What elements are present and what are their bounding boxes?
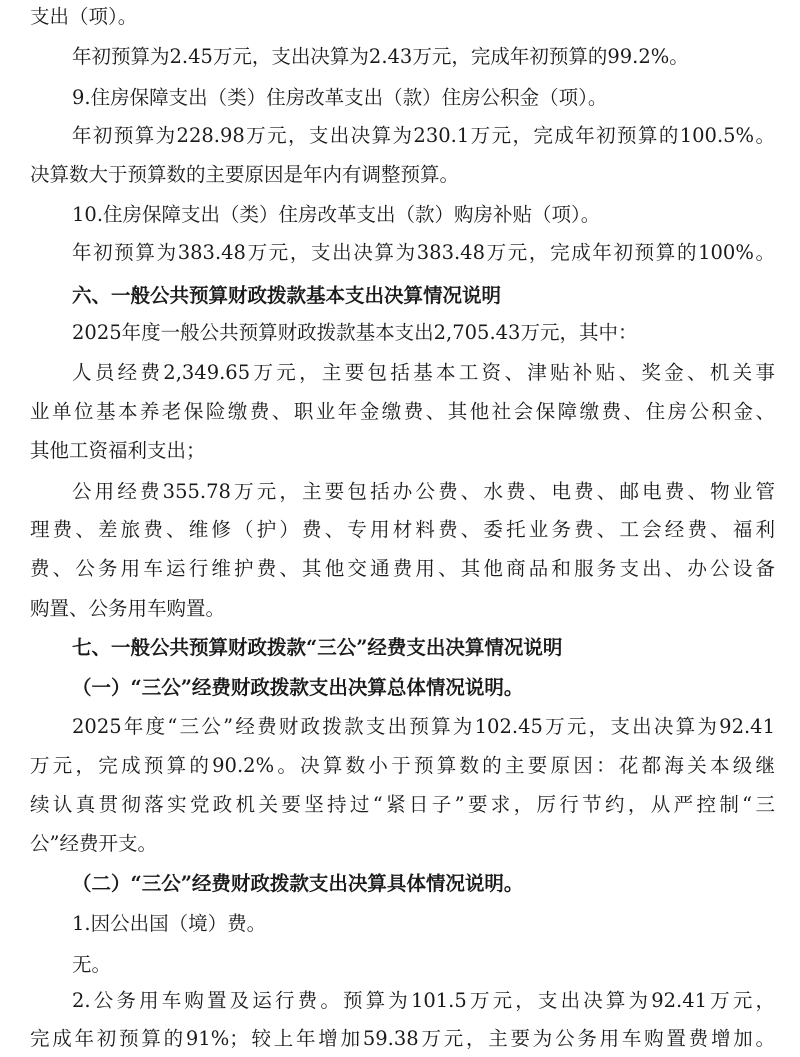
paragraph-line: 完成年初预算的91%；较上年增加59.38万元，主要为公务用车购置费增加。	[30, 1027, 775, 1050]
paragraph-line: 费、公务用车运行维护费、其他交通费用、其他商品和服务支出、办公设备	[30, 557, 775, 580]
subsection-heading: （二）“三公”经费财政拨款支出决算具体情况说明。	[72, 872, 524, 895]
paragraph-line: 2025年度一般公共预算财政拨款基本支出2,705.43万元，其中：	[72, 321, 638, 344]
paragraph-line: 业单位基本养老保险缴费、职业年金缴费、其他社会保障缴费、住房公积金、	[30, 400, 775, 423]
paragraph-line: 年初预算为2.45万元，支出决算为2.43万元，完成年初预算的99.2%。	[72, 45, 689, 68]
paragraph-line: 无。	[72, 953, 112, 976]
paragraph-line: 决算数大于预算数的主要原因是年内有调整预算。	[30, 163, 460, 186]
section-heading: 六、一般公共预算财政拨款基本支出决算情况说明	[72, 284, 502, 307]
subsection-heading: （一）“三公”经费财政拨款支出决算总体情况说明。	[72, 676, 524, 699]
section-heading: 七、一般公共预算财政拨款“三公”经费支出决算情况说明	[72, 636, 563, 659]
paragraph-line: 万元，完成预算的90.2%。决算数小于预算数的主要原因：花都海关本级继	[30, 754, 775, 777]
paragraph-line: 年初预算为228.98万元，支出决算为230.1万元，完成年初预算的100.5%。	[72, 124, 775, 147]
paragraph-line: 其他工资福利支出；	[30, 439, 206, 462]
paragraph-line: 10.住房保障支出（类）住房改革支出（款）购房补贴（项）。	[72, 203, 601, 226]
paragraph-line: 公用经费355.78万元，主要包括办公费、水费、电费、邮电费、物业管	[72, 480, 775, 503]
paragraph-line: 1.因公出国（境）费。	[72, 912, 267, 935]
paragraph-line: 人员经费2,349.65万元，主要包括基本工资、津贴补贴、奖金、机关事	[72, 361, 775, 384]
paragraph-line: 2025年度“三公”经费财政拨款支出预算为102.45万元，支出决算为92.41	[72, 715, 775, 738]
paragraph-line: 2.公务用车购置及运行费。预算为101.5万元，支出决算为92.41万元，	[72, 989, 775, 1012]
paragraph-line: 支出（项）。	[30, 5, 138, 28]
paragraph-line: 公”经费开支。	[30, 832, 157, 855]
paragraph-line: 理费、差旅费、维修（护）费、专用材料费、委托业务费、工会经费、福利	[30, 518, 775, 541]
paragraph-line: 9.住房保障支出（类）住房改革支出（款）住房公积金（项）。	[72, 86, 608, 109]
paragraph-line: 购置、公务用车购置。	[30, 597, 226, 620]
paragraph-line: 年初预算为383.48万元，支出决算为383.48万元，完成年初预算的100%。	[72, 241, 775, 264]
paragraph-line: 续认真贯彻落实党政机关要坚持过“紧日子”要求，厉行节约，从严控制“三	[30, 793, 775, 816]
